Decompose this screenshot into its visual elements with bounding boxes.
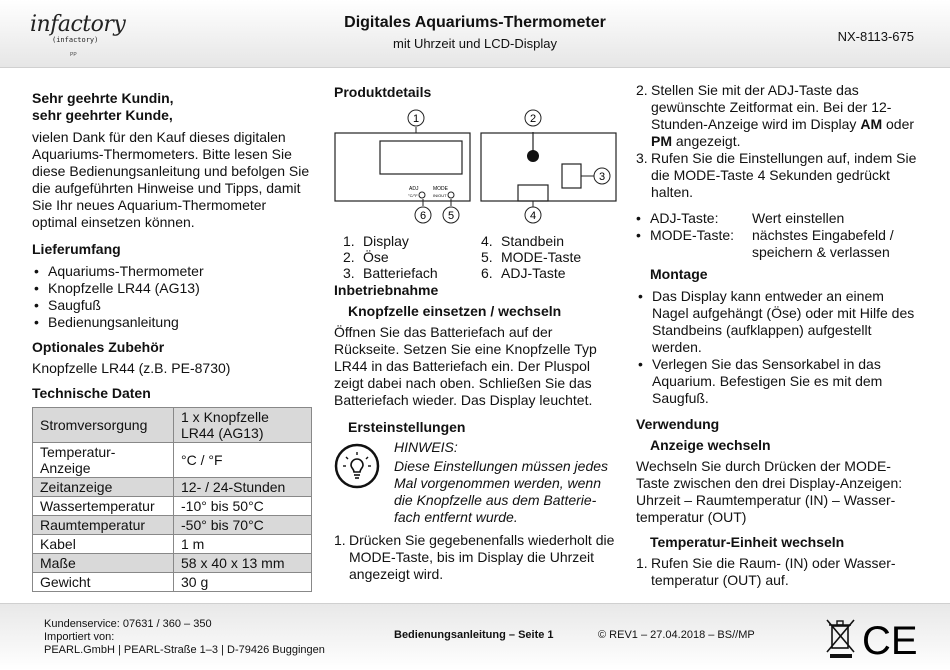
tech-key: Zeitanzeige bbox=[33, 478, 174, 497]
display-switch-heading: Anzeige wechseln bbox=[650, 437, 771, 453]
callout-4 bbox=[525, 207, 541, 223]
adj-label: ADJ bbox=[409, 186, 419, 192]
step-text: oder bbox=[882, 116, 915, 132]
hint-label: HINWEIS: bbox=[394, 439, 458, 455]
callout-1 bbox=[408, 110, 424, 126]
device-front bbox=[335, 133, 470, 201]
tech-key: Raumtemperatur bbox=[33, 516, 174, 535]
pm-label: PM bbox=[651, 133, 672, 149]
step-number: 1. bbox=[334, 532, 346, 548]
tech-table bbox=[32, 407, 312, 592]
list-item: • Aquariums-Thermometer bbox=[32, 263, 314, 280]
list-item: • Verlegen Sie das Sensorkabel in das Aquarium. Befestigen Sie es mit dem Saugfuß. bbox=[636, 356, 921, 407]
key-name: ADJ-Taste: bbox=[650, 210, 719, 226]
tech-key: Kabel bbox=[33, 535, 174, 554]
mount-heading: Montage bbox=[650, 266, 708, 282]
logo-script: infactory bbox=[30, 12, 126, 37]
logo-small: PP bbox=[70, 52, 77, 58]
table-row bbox=[33, 443, 312, 478]
logo-subtext: (infactory) bbox=[52, 36, 99, 44]
tech-key: Temperatur-Anzeige bbox=[33, 443, 174, 478]
adj-sublabel: °C/°F bbox=[408, 193, 418, 198]
list-item: • Knopfzelle LR44 (AG13) bbox=[32, 280, 314, 297]
callout-5 bbox=[443, 207, 459, 223]
first-settings-steps bbox=[334, 532, 619, 583]
svg-text:4: 4 bbox=[529, 210, 537, 222]
first-settings-heading: Ersteinstellungen bbox=[348, 419, 466, 435]
display-switch-text: Wechseln Sie durch Drücken der MODE-Taste zwischen den drei Display-Anzeigen: Uhrzeit – Raumtemperatur (IN) – Wasser-temperatur (OUT) bbox=[636, 458, 903, 525]
page-footer bbox=[0, 603, 950, 670]
svg-text:6: 6 bbox=[419, 210, 427, 222]
svg-text:3: 3 bbox=[598, 171, 606, 183]
battery-text: Öffnen Sie das Batteriefach auf der Rückseite. Setzen Sie eine Knopfzelle Typ LR44 in das Batteriefach ein. Der Pluspol zeigt dabei nach oben. Schließen Sie das Batteriefach wieder. Das Display leuchtet. bbox=[334, 324, 597, 408]
key-function: nächstes Eingabefeld / speichern & verlassen bbox=[752, 227, 894, 260]
callout-6 bbox=[415, 207, 431, 223]
column-middle bbox=[334, 84, 619, 583]
tech-value: 30 g bbox=[174, 573, 312, 592]
step-text: Drücken Sie gegebenenfalls wiederholt die MODE-Taste, bis im Display die Uhrzeit angezeigt wird. bbox=[349, 532, 615, 582]
part-label: MODE-Taste bbox=[501, 249, 582, 265]
table-row bbox=[33, 535, 312, 554]
mount-list bbox=[636, 288, 921, 407]
parts-legend bbox=[334, 233, 619, 281]
mode-button-icon bbox=[448, 192, 454, 198]
step-number: 3. bbox=[636, 150, 648, 166]
hint-box bbox=[334, 439, 619, 526]
hint-text: Diese Einstellungen müssen jedes Mal vorgenommen werden, wenn die Knopfzelle aus dem Batterie-fach entfernt wurde. bbox=[394, 458, 609, 525]
step-number: 1. bbox=[636, 555, 648, 571]
am-label: AM bbox=[860, 116, 883, 132]
service-phone: Kundenservice: 07631 / 360 – 350 bbox=[44, 618, 212, 630]
settings-steps bbox=[636, 82, 921, 201]
callout-2 bbox=[525, 110, 541, 126]
accessory-heading: Optionales Zubehör bbox=[32, 339, 165, 355]
scope-heading: Lieferumfang bbox=[32, 241, 121, 257]
unit-switch-heading: Temperatur-Einheit wechseln bbox=[650, 534, 845, 550]
list-item: • Saugfuß bbox=[32, 297, 314, 314]
tech-value: 12- / 24-Stunden bbox=[174, 478, 312, 497]
article-number: NX-8113-675 bbox=[837, 29, 914, 44]
key-name: MODE-Taste: bbox=[650, 227, 735, 243]
stand-leg bbox=[518, 185, 548, 201]
key-row: • ADJ-Taste: Wert einstellen bbox=[636, 210, 921, 227]
tech-heading: Technische Daten bbox=[32, 385, 151, 401]
tech-key: Stromversorgung bbox=[33, 408, 174, 443]
battery-compartment bbox=[562, 164, 581, 188]
tech-key: Maße bbox=[33, 554, 174, 573]
eyelet-icon bbox=[527, 150, 539, 162]
mode-label: MODE bbox=[433, 186, 448, 192]
svg-text:5: 5 bbox=[447, 210, 455, 222]
key-function: Wert einstellen bbox=[752, 210, 845, 226]
tech-value: 1 x Knopfzelle LR44 (AG13) bbox=[174, 408, 312, 443]
part-number: 3. bbox=[343, 265, 355, 281]
list-item: • Das Display kann entweder an einem Nagel aufgehängt (Öse) oder mit Hilfe des Standbeins (aufklappen) aufgestellt werden. bbox=[636, 288, 921, 356]
usage-heading: Verwendung bbox=[636, 416, 720, 432]
imported-label: Importiert von: bbox=[44, 631, 115, 643]
table-row bbox=[33, 497, 312, 516]
page-label: Bedienungsanleitung – Seite 1 bbox=[394, 629, 554, 641]
page-header bbox=[0, 0, 950, 68]
importer-address: PEARL.GmbH | PEARL-Straße 1–3 | D-79426 Buggingen bbox=[44, 644, 325, 656]
svg-text:1: 1 bbox=[412, 113, 420, 125]
part-label: Display bbox=[363, 233, 409, 249]
brand-logo bbox=[30, 12, 126, 60]
part-number: 4. bbox=[481, 233, 493, 249]
document-subtitle: mit Uhrzeit und LCD-Display bbox=[393, 36, 557, 51]
weee-bin-icon bbox=[827, 620, 854, 658]
part-number: 5. bbox=[481, 249, 493, 265]
table-row bbox=[33, 478, 312, 497]
intro-text: vielen Dank für den Kauf dieses digitalen Aquariums-Thermometers. Bitte lesen Sie diese Bedienungsanleitung und befolgen Sie die aufgeführten Hinweise und Tipps, damit Sie Ihr neues Aquarium-Thermometer optimal einsetzen können. bbox=[32, 129, 310, 230]
tech-key: Wassertemperatur bbox=[33, 497, 174, 516]
part-label: Öse bbox=[363, 249, 389, 265]
tech-value: -50° bis 70°C bbox=[174, 516, 312, 535]
tech-value: -10° bis 50°C bbox=[174, 497, 312, 516]
unit-steps bbox=[636, 555, 921, 589]
tech-value: 58 x 40 x 13 mm bbox=[174, 554, 312, 573]
greeting-line-1: Sehr geehrte Kundin, bbox=[32, 90, 174, 106]
revision-label: © REV1 – 27.04.2018 – BS//MP bbox=[598, 629, 755, 641]
tech-key: Gewicht bbox=[33, 573, 174, 592]
product-diagram bbox=[334, 107, 619, 229]
ce-mark: CE bbox=[862, 619, 918, 660]
display-window bbox=[380, 141, 462, 174]
accessory-text: Knopfzelle LR44 (z.B. PE-8730) bbox=[32, 360, 231, 376]
battery-heading: Knopfzelle einsetzen / wechseln bbox=[348, 303, 562, 319]
list-item bbox=[636, 555, 921, 589]
svg-text:2: 2 bbox=[529, 113, 537, 125]
key-row: • MODE-Taste: nächstes Eingabefeld / speichern & verlassen bbox=[636, 227, 921, 261]
column-right bbox=[636, 82, 921, 589]
part-number: 6. bbox=[481, 265, 493, 281]
setup-heading: Inbetriebnahme bbox=[334, 282, 439, 298]
table-row bbox=[33, 573, 312, 592]
service-info bbox=[44, 618, 325, 657]
table-row bbox=[33, 516, 312, 535]
list-item bbox=[636, 150, 921, 201]
document-title: Digitales Aquariums-Thermometer bbox=[344, 14, 606, 31]
column-left bbox=[32, 84, 314, 592]
tech-value: 1 m bbox=[174, 535, 312, 554]
part-label: ADJ-Taste bbox=[501, 265, 566, 281]
part-label: Batteriefach bbox=[363, 265, 438, 281]
list-item: • Bedienungsanleitung bbox=[32, 314, 314, 331]
scope-list bbox=[32, 263, 314, 331]
step-text: angezeigt. bbox=[672, 133, 741, 149]
part-number: 2. bbox=[343, 249, 355, 265]
tech-value: °C / °F bbox=[174, 443, 312, 478]
part-label: Standbein bbox=[501, 233, 565, 249]
adj-button-icon bbox=[419, 192, 425, 198]
step-text: Rufen Sie die Einstellungen auf, indem Sie die MODE-Taste 4 Sekunden gedrückt halten. bbox=[651, 150, 917, 200]
list-item bbox=[334, 532, 619, 583]
greeting-line-2: sehr geehrter Kunde, bbox=[32, 107, 173, 123]
table-row bbox=[33, 408, 312, 443]
key-list bbox=[636, 210, 921, 261]
lightbulb-icon bbox=[334, 443, 380, 489]
compliance-marks bbox=[826, 616, 926, 660]
mode-sublabel: IN/OUT bbox=[433, 193, 447, 198]
list-item bbox=[636, 82, 921, 150]
product-heading: Produktdetails bbox=[334, 84, 432, 100]
step-text: Stellen Sie mit der ADJ-Taste das gewünschte Zeitformat ein. Bei der 12-Stunden-Anzeige wird im Display bbox=[651, 82, 892, 132]
table-row bbox=[33, 554, 312, 573]
part-number: 1. bbox=[343, 233, 355, 249]
step-number: 2. bbox=[636, 82, 648, 98]
step-text: Rufen Sie die Raum- (IN) oder Wasser-temperatur (OUT) auf. bbox=[651, 555, 896, 588]
callout-3 bbox=[594, 168, 610, 184]
